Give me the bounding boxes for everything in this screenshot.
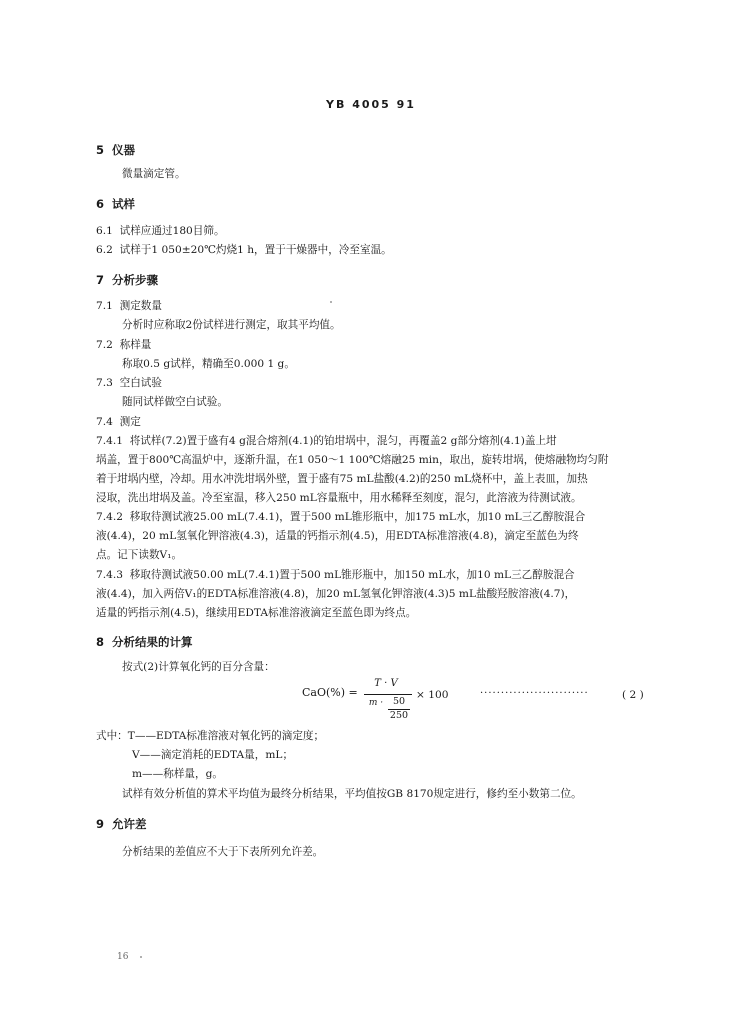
section-8-result-rule: 试样有效分析值的算术平均值为最终分析结果，平均值按GB 8170规定进行，修约至小数第二位。 xyxy=(122,788,582,800)
subsection-7-2-number: 7.2 xyxy=(96,339,113,351)
scan-speck xyxy=(330,301,332,303)
item-6-2 xyxy=(96,243,392,257)
formula-main-fraction-bar xyxy=(364,694,412,695)
page-number: 16 xyxy=(117,952,129,962)
subsection-7-3-body: 随同试样做空白试验。 xyxy=(122,396,228,408)
where-line-V: V——滴定消耗的EDTA量，mL； xyxy=(132,749,294,761)
text-line: 移取待测试液25.00 mL(7.4.1)，置于500 mL锥形瓶中，加175 mL水，加10 mL三乙醇胺混合 xyxy=(129,511,586,523)
text-line: 移取待测试液50.00 mL(7.4.1)置于500 mL锥形瓶中，加150 mL水，加10 mL三乙醇胺混合 xyxy=(129,569,575,581)
subsection-7-4-number: 7.4 xyxy=(96,416,113,428)
subsection-7-3-number: 7.3 xyxy=(96,377,113,389)
paragraph-7-4-1-line-1 xyxy=(96,434,557,448)
item-6-2-text: 试样于1 050±20℃灼烧1 h，置于干燥器中，冷至室温。 xyxy=(119,244,392,256)
section-5-heading xyxy=(96,142,135,158)
formula-multiplier: × 100 xyxy=(416,689,449,701)
subsection-7-2-body: 称取0.5 g试样，精确至0.000 1 g。 xyxy=(122,358,295,370)
where-line-T: 式中：T——EDTA标准溶液对氧化钙的滴定度； xyxy=(96,730,325,742)
formula-inner-numerator: 50 xyxy=(392,696,406,707)
paragraph-7-4-3-line-2: 液(4.4)，加入两倍V₁的EDTA标准溶液(4.8)，加20 mL氢氧化钾溶液(4.3)5 mL盐酸羟胺溶液(4.7)， xyxy=(96,588,576,600)
subsection-7-2-heading xyxy=(96,338,151,352)
standard-code-header: YB 4005 91 xyxy=(326,98,416,111)
formula-numerator: T · V xyxy=(374,678,398,689)
subsection-7-3-heading xyxy=(96,376,162,390)
paragraph-7-4-1-line-3: 着于坩埚内壁，冷却。用水冲洗坩埚外壁，置于盛有75 mL盐酸(4.2)的250 mL烧杯中，盖上表皿，加热 xyxy=(96,473,588,485)
paragraph-7-4-2-line-1 xyxy=(96,510,585,524)
subsection-7-1-body: 分析时应称取2份试样进行测定，取其平均值。 xyxy=(122,319,341,331)
scan-speck xyxy=(140,956,142,958)
paragraph-7-4-3-line-1 xyxy=(96,568,575,582)
item-6-1 xyxy=(96,224,225,238)
formula-leader-dots: ·························· xyxy=(480,688,589,699)
section-7-title: 分析步骤 xyxy=(112,273,159,287)
item-6-1-number: 6.1 xyxy=(96,225,113,237)
section-8-heading xyxy=(96,634,193,650)
subsection-7-1-number: 7.1 xyxy=(96,300,113,312)
paragraph-7-4-1-line-2: 埚盖，置于800℃高温炉中，逐渐升温，在1 050～1 100℃熔融25 min，取出，旋转坩埚，使熔融物均匀附 xyxy=(96,454,609,466)
text-line: 将试样(7.2)置于盛有4 g混合熔剂(4.1)的铂坩埚中，混匀，再覆盖2 g部分熔剂(4.1)盖上坩 xyxy=(129,435,557,447)
paragraph-7-4-1-line-4: 浸取，洗出坩埚及盖。冷至室温，移入250 mL容量瓶中，用水稀释至刻度，混匀，此溶液为待测试液。 xyxy=(96,492,582,504)
section-5-title: 仪器 xyxy=(112,143,136,157)
section-8-number: 8 xyxy=(96,635,105,649)
section-7-heading xyxy=(96,272,158,288)
subsection-7-2-title: 称样量 xyxy=(119,339,152,351)
item-6-1-text: 试样应通过180目筛。 xyxy=(119,225,225,237)
section-9-number: 9 xyxy=(96,817,105,831)
section-6-title: 试样 xyxy=(112,197,136,211)
subsection-7-1-title: 测定数量 xyxy=(119,300,162,312)
section-9-title: 允许差 xyxy=(112,817,147,831)
section-5-number: 5 xyxy=(96,143,105,157)
section-9-heading xyxy=(96,816,147,832)
section-8-title: 分析结果的计算 xyxy=(112,635,193,649)
subsection-7-3-title: 空白试验 xyxy=(119,377,162,389)
subsection-7-4-heading xyxy=(96,415,141,429)
subsection-7-1-heading xyxy=(96,299,162,313)
paragraph-7-4-2-line-3: 点。记下读数V₁。 xyxy=(96,549,183,561)
paragraph-7-4-2-line-2: 液(4.4)，20 mL氢氧化钾溶液(4.3)，适量的钙指示剂(4.5)，用EDTA标准溶液(4.8)，滴定至蓝色为终 xyxy=(96,530,579,542)
where-line-m: m——称样量，g。 xyxy=(132,768,223,780)
section-7-number: 7 xyxy=(96,273,105,287)
formula-denominator-m: m · xyxy=(368,698,384,708)
formula-lhs: CaO(%) = xyxy=(302,686,358,699)
paragraph-7-4-3-line-3: 适量的钙指示剂(4.5)，继续用EDTA标准溶液滴定至蓝色即为终点。 xyxy=(96,607,417,619)
section-8-intro: 按式(2)计算氧化钙的百分含量： xyxy=(122,661,275,673)
section-6-heading xyxy=(96,196,135,212)
paragraph-7-4-3-number: 7.4.3 xyxy=(96,569,123,581)
formula-inner-denominator: 250 xyxy=(389,710,409,721)
formula-equation-number: ( 2 ) xyxy=(622,689,644,701)
section-9-body: 分析结果的差值应不大于下表所列允许差。 xyxy=(122,846,324,858)
section-5-body: 微量滴定管。 xyxy=(122,168,186,180)
item-6-2-number: 6.2 xyxy=(96,244,113,256)
paragraph-7-4-1-number: 7.4.1 xyxy=(96,435,123,447)
paragraph-7-4-2-number: 7.4.2 xyxy=(96,511,123,523)
subsection-7-4-title: 测定 xyxy=(119,416,141,428)
section-6-number: 6 xyxy=(96,197,105,211)
